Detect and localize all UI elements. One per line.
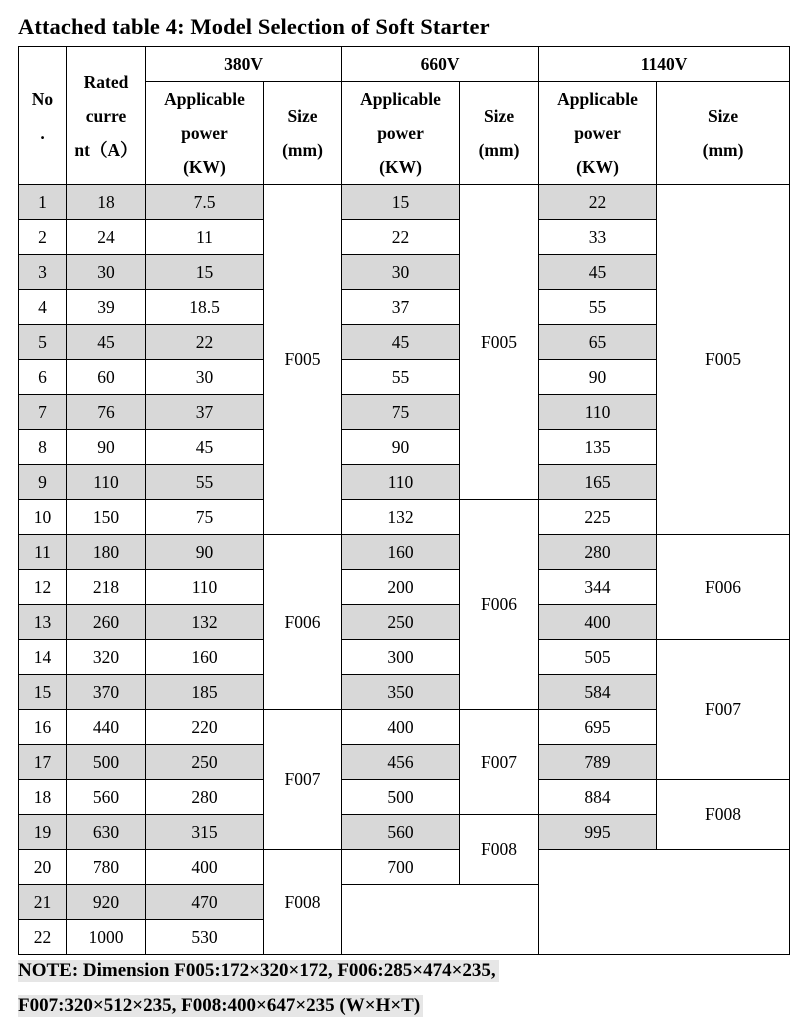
power-660v: 22 [342,220,460,255]
power-380v: 37 [146,395,264,430]
power-660v: 37 [342,290,460,325]
header-1140v: 1140V [539,47,790,82]
power-660v: 300 [342,640,460,675]
row-number: 7 [19,395,67,430]
power-380v: 15 [146,255,264,290]
row-number: 14 [19,640,67,675]
power-380v: 185 [146,675,264,710]
power-660v: 132 [342,500,460,535]
power-380v: 45 [146,430,264,465]
rated-current: 440 [67,710,146,745]
size-1140v: F005 [657,185,790,535]
row-number: 22 [19,920,67,955]
header-size-660: Size (mm) [460,82,539,185]
rated-current: 18 [67,185,146,220]
size-660v: F007 [460,710,539,815]
power-1140v: 280 [539,535,657,570]
row-number: 8 [19,430,67,465]
power-1140v: 344 [539,570,657,605]
rated-current: 630 [67,815,146,850]
power-380v: 400 [146,850,264,885]
power-380v: 470 [146,885,264,920]
row-number: 2 [19,220,67,255]
header-380v: 380V [146,47,342,82]
power-1140v: 884 [539,780,657,815]
power-660v: 500 [342,780,460,815]
power-380v: 90 [146,535,264,570]
power-660v: 110 [342,465,460,500]
header-applicable-power-380: Applicable power (KW) [146,82,264,185]
row-number: 21 [19,885,67,920]
power-1140v: 55 [539,290,657,325]
row-number: 1 [19,185,67,220]
row-number: 6 [19,360,67,395]
rated-current: 180 [67,535,146,570]
header-applicable-power-660: Applicable power (KW) [342,82,460,185]
rated-current: 76 [67,395,146,430]
row-number: 20 [19,850,67,885]
power-1140v: 45 [539,255,657,290]
power-660v: 400 [342,710,460,745]
row-number: 4 [19,290,67,325]
rated-current: 780 [67,850,146,885]
power-380v: 160 [146,640,264,675]
empty-area [539,850,790,955]
size-1140v: F008 [657,780,790,850]
rated-current: 1000 [67,920,146,955]
table-row [19,535,790,570]
rated-current: 90 [67,430,146,465]
table-row [19,780,790,815]
row-number: 19 [19,815,67,850]
row-number: 15 [19,675,67,710]
power-380v: 110 [146,570,264,605]
rated-current: 218 [67,570,146,605]
rated-current: 45 [67,325,146,360]
power-660v: 30 [342,255,460,290]
model-selection-table [18,46,790,955]
power-1140v: 789 [539,745,657,780]
power-660v: 55 [342,360,460,395]
header-no: No . [19,47,67,185]
note-line-1: NOTE: Dimension F005:172×320×172, F006:285×474×235, [18,960,499,982]
rated-current: 370 [67,675,146,710]
power-1140v: 505 [539,640,657,675]
power-660v: 200 [342,570,460,605]
power-1140v: 995 [539,815,657,850]
power-380v: 530 [146,920,264,955]
power-660v: 456 [342,745,460,780]
power-660v: 350 [342,675,460,710]
power-1140v: 33 [539,220,657,255]
header-660v: 660V [342,47,539,82]
row-number: 12 [19,570,67,605]
row-number: 16 [19,710,67,745]
power-1140v: 135 [539,430,657,465]
rated-current: 320 [67,640,146,675]
power-1140v: 584 [539,675,657,710]
table-row [19,850,790,885]
rated-current: 150 [67,500,146,535]
row-number: 10 [19,500,67,535]
rated-current: 24 [67,220,146,255]
power-660v: 45 [342,325,460,360]
power-1140v: 65 [539,325,657,360]
power-380v: 250 [146,745,264,780]
rated-current: 110 [67,465,146,500]
power-380v: 75 [146,500,264,535]
power-380v: 30 [146,360,264,395]
power-380v: 22 [146,325,264,360]
empty-area [342,885,539,955]
row-number: 11 [19,535,67,570]
rated-current: 560 [67,780,146,815]
size-1140v: F006 [657,535,790,640]
power-660v: 700 [342,850,460,885]
rated-current: 260 [67,605,146,640]
row-number: 5 [19,325,67,360]
size-660v: F006 [460,500,539,710]
power-660v: 75 [342,395,460,430]
header-size-1140: Size (mm) [657,82,790,185]
size-660v: F008 [460,815,539,885]
page-title: Attached table 4: Model Selection of Soft Starter [18,14,490,39]
header-rated-current: Rated curre nt（A） [67,47,146,185]
size-380v: F005 [264,185,342,535]
row-number: 13 [19,605,67,640]
power-660v: 15 [342,185,460,220]
table-row [19,185,790,220]
power-660v: 560 [342,815,460,850]
power-1140v: 22 [539,185,657,220]
power-660v: 250 [342,605,460,640]
row-number: 3 [19,255,67,290]
power-660v: 90 [342,430,460,465]
size-1140v: F007 [657,640,790,780]
row-number: 18 [19,780,67,815]
power-380v: 132 [146,605,264,640]
power-1140v: 400 [539,605,657,640]
row-number: 17 [19,745,67,780]
size-380v: F008 [264,850,342,955]
power-660v: 160 [342,535,460,570]
power-1140v: 225 [539,500,657,535]
power-1140v: 695 [539,710,657,745]
rated-current: 30 [67,255,146,290]
table-row [19,640,790,675]
power-1140v: 110 [539,395,657,430]
rated-current: 60 [67,360,146,395]
power-1140v: 90 [539,360,657,395]
power-380v: 7.5 [146,185,264,220]
rated-current: 500 [67,745,146,780]
power-380v: 280 [146,780,264,815]
power-1140v: 165 [539,465,657,500]
size-660v: F005 [460,185,539,500]
power-380v: 220 [146,710,264,745]
rated-current: 920 [67,885,146,920]
size-380v: F006 [264,535,342,710]
rated-current: 39 [67,290,146,325]
header-applicable-power-1140: Applicable power (KW) [539,82,657,185]
power-380v: 55 [146,465,264,500]
power-380v: 315 [146,815,264,850]
row-number: 9 [19,465,67,500]
size-380v: F007 [264,710,342,850]
power-380v: 18.5 [146,290,264,325]
header-size-380: Size (mm) [264,82,342,185]
power-380v: 11 [146,220,264,255]
note-line-2: F007:320×512×235, F008:400×647×235 (W×H×T) [18,995,423,1017]
